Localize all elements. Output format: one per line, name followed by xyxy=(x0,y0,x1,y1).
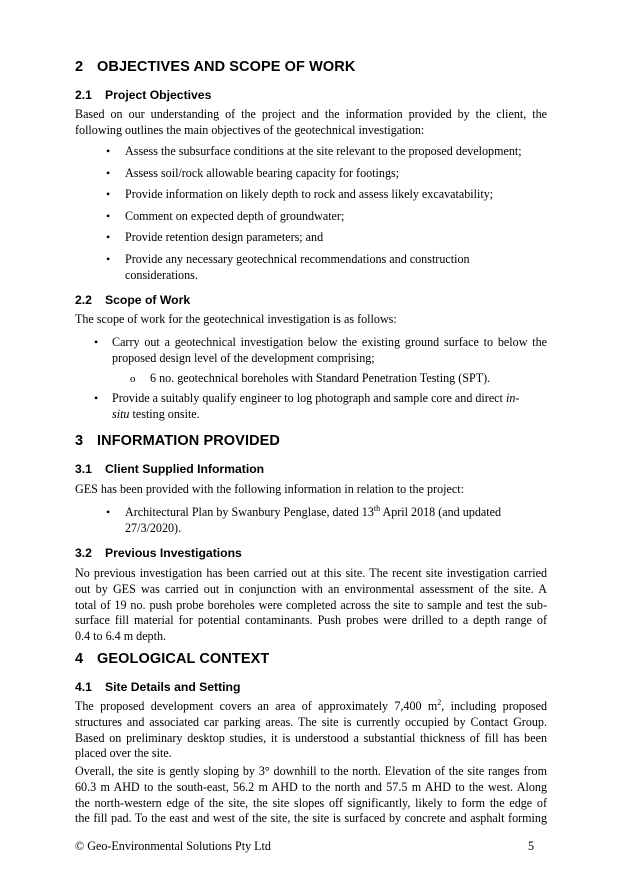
bullet-icon: • xyxy=(106,230,111,244)
paragraph-line: 0.4 to 6.4 m depth. xyxy=(75,629,167,644)
subsection-title: Project Objectives xyxy=(105,88,212,102)
section-3-heading xyxy=(75,433,280,449)
objective-text: Provide information on likely depth to rock and assess likely excavatability; xyxy=(125,187,494,201)
paragraph-line: Overall, the site is gently sloping by 3° downhill to the north. Elevation of the site ranges from xyxy=(75,764,547,778)
subsection-number: 2.1 xyxy=(75,88,92,102)
site-details-paragraph-2 xyxy=(75,764,547,827)
client-info-intro xyxy=(75,482,547,498)
bullet-icon: • xyxy=(106,505,111,519)
section-number: 3 xyxy=(75,433,84,449)
bullet-icon: • xyxy=(94,391,99,405)
bullet-icon: • xyxy=(94,335,99,349)
subsection-2-1-heading xyxy=(75,88,211,102)
paragraph-line: surface fill material for potential contaminants. Push probes were drilled to a depth range of xyxy=(75,613,547,628)
scope-item-text xyxy=(112,335,547,367)
subsection-number: 2.2 xyxy=(75,293,92,307)
paragraph-line xyxy=(125,505,545,521)
paragraph-line xyxy=(112,391,547,407)
objective-text: Comment on expected depth of groundwater; xyxy=(125,209,345,223)
text-run: April 2018 (and updated xyxy=(380,505,502,519)
text-run: , including proposed xyxy=(441,699,547,713)
subsection-title: Previous Investigations xyxy=(105,546,242,560)
paragraph-line: No previous investigation has been carried out at this site. The recent site investigation carried xyxy=(75,566,547,580)
section-2-heading xyxy=(75,59,355,75)
bullet-icon: • xyxy=(106,209,111,223)
objective-text: Provide any necessary geotechnical recommendations and construction xyxy=(125,252,470,266)
paragraph-line: the fill pad. To the east and west of the site, the site is surfaced by concrete and asphalt forming xyxy=(75,811,547,826)
site-details-paragraph-1 xyxy=(75,699,547,762)
text-run: The proposed development covers an area of approximately 7,400 m xyxy=(75,699,438,713)
paragraph-line: placed over the site. xyxy=(75,746,172,761)
bullet-icon: • xyxy=(106,144,111,158)
paragraph-line: 60.3 m AHD to the south-east, 56.2 m AHD to the north and 57.5 m AHD to the west. Along xyxy=(75,779,547,794)
text-run: Provide a suitably qualify engineer to log photograph and sample core and direct xyxy=(112,391,506,405)
bullet-icon: • xyxy=(106,166,111,180)
subsection-title: Site Details and Setting xyxy=(105,680,241,694)
scope-item-text xyxy=(112,391,547,423)
subsection-2-2-heading xyxy=(75,293,190,307)
subsection-number: 3.1 xyxy=(75,462,92,476)
footer-copyright: © Geo-Environmental Solutions Pty Ltd xyxy=(75,839,271,853)
previous-investigations-paragraph xyxy=(75,566,547,645)
subsection-4-1-heading xyxy=(75,680,240,694)
section-number: 2 xyxy=(75,59,84,75)
paragraph-line: out by GES was carried out in conjunction with an environmental assessment of the site. A xyxy=(75,581,547,596)
paragraph-line: Based on preliminary desktop studies, it is understood a substantial thickness of fill has been xyxy=(75,730,547,745)
subsection-3-2-heading xyxy=(75,546,242,560)
scope-sub-item-text: 6 no. geotechnical boreholes with Standard Penetration Testing (SPT). xyxy=(150,371,491,385)
paragraph-line: total of 19 no. push probe boreholes were completed across the site to sample and test the sub- xyxy=(75,597,547,612)
scope-intro xyxy=(75,312,547,328)
subsection-title: Client Supplied Information xyxy=(105,462,265,476)
paragraph-line: proposed design level of the development comprising; xyxy=(112,350,375,365)
section-title: OBJECTIVES AND SCOPE OF WORK xyxy=(97,59,356,75)
bullet-icon: • xyxy=(106,252,111,266)
client-info-text xyxy=(125,505,545,537)
paragraph-line xyxy=(112,407,547,423)
italic-run: situ xyxy=(112,406,130,421)
section-4-heading xyxy=(75,651,269,667)
paragraph-line: Based on our understanding of the project and the information provided by the client, the xyxy=(75,107,547,121)
sub-bullet-icon: o xyxy=(130,373,136,385)
objective-text: considerations. xyxy=(125,267,198,282)
footer-page-number: 5 xyxy=(528,839,535,853)
objectives-intro xyxy=(75,107,547,139)
superscript: 2 xyxy=(437,697,442,707)
paragraph-line xyxy=(75,699,547,715)
objective-text: Assess soil/rock allowable bearing capacity for footings; xyxy=(125,166,400,180)
paragraph-line: 27/3/2020). xyxy=(125,520,182,535)
paragraph-line: following outlines the main objectives of the geotechnical investigation: xyxy=(75,122,425,137)
subsection-title: Scope of Work xyxy=(105,293,191,307)
subsection-3-1-heading xyxy=(75,462,264,476)
text-run: Architectural Plan by Swanbury Penglase, dated 13 xyxy=(125,505,374,519)
paragraph-line: the north-western edge of the site, the site slopes off significantly, likely to form the edge of xyxy=(75,795,547,810)
paragraph-line: GES has been provided with the following information in relation to the project: xyxy=(75,482,464,496)
bullet-icon: • xyxy=(106,187,111,201)
objective-text: Provide retention design parameters; and xyxy=(125,230,324,244)
text-run: testing onsite. xyxy=(129,406,200,421)
section-title: GEOLOGICAL CONTEXT xyxy=(97,651,270,667)
section-title: INFORMATION PROVIDED xyxy=(97,433,280,449)
objective-text: Assess the subsurface conditions at the site relevant to the proposed development; xyxy=(125,144,522,158)
paragraph-line: Carry out a geotechnical investigation below the existing ground surface to below the xyxy=(112,335,547,349)
section-number: 4 xyxy=(75,651,84,667)
italic-run: in- xyxy=(505,391,520,405)
subsection-number: 4.1 xyxy=(75,680,92,694)
subsection-number: 3.2 xyxy=(75,546,92,560)
paragraph-line: The scope of work for the geotechnical investigation is as follows: xyxy=(75,312,397,326)
superscript: th xyxy=(373,503,381,513)
paragraph-line: structures and associated car parking areas. The site is currently occupied by Contact Group. xyxy=(75,714,547,729)
